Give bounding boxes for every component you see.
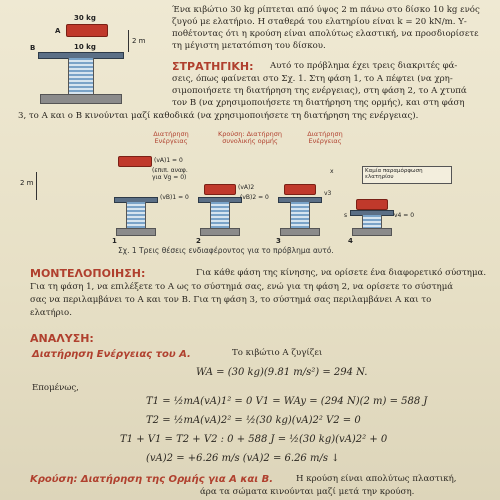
phase3-spring xyxy=(290,202,310,228)
phase2-vb2: (vB)2 = 0 xyxy=(240,194,269,201)
analysis-sub-1: Διατήρηση Ενέργειας του A. xyxy=(32,349,191,360)
phase4-box-a xyxy=(356,199,388,210)
analysis-heading: ΑΝΑΛΥΣΗ: xyxy=(30,332,94,345)
equation-t1: T1 = ½mA(vA)1² = 0 V1 = WAy = (294 N)(2 m) = 588 J xyxy=(146,396,428,407)
spring-note-box xyxy=(362,166,452,184)
strategy-line-1: Αυτό το πρόβλημα έχει τρεις διακριτές φά- xyxy=(270,61,458,71)
phase1-spring xyxy=(126,202,146,228)
phase3-base xyxy=(280,228,320,236)
caption-phase-2: Κρούση: Διατήρηση συνολικής ορμής xyxy=(217,130,283,146)
phase1-box-a xyxy=(118,156,152,167)
phase2-base xyxy=(200,228,240,236)
phase2-box-a xyxy=(204,184,236,195)
phase1-vb1: (vB)1 = 0 xyxy=(160,194,189,201)
scale-base xyxy=(40,94,122,104)
strategy-line-3: σιμοποιήσετε τη διατήρηση της ενέργειας), στη φάση 2, το A χτυπά xyxy=(172,86,467,96)
phase-number-4: 4 xyxy=(348,237,353,245)
strategy-line-4: τον B (να χρησιμοποιήσετε τη διατήρηση της ορμής), και στη φάση xyxy=(172,98,465,108)
intro-line-4: τη μέγιστη μετατόπιση του δίσκου. xyxy=(172,41,326,51)
phase4-spring xyxy=(362,215,382,228)
phase4-base xyxy=(352,228,392,236)
phase1-va1: (vA)1 = 0 xyxy=(154,157,183,164)
equation-result: (vA)2 = +6.26 m/s (vA)2 = 6.26 m/s ↓ xyxy=(146,453,340,464)
intro-line-2: ζυγού με ελατήριο. Η σταθερά του ελατηρίου είναι k = 20 kN/m. Υ- xyxy=(172,17,467,27)
box-b-letter: B xyxy=(30,44,36,52)
analysis-sub-2-text: Η κρούση είναι απολύτως πλαστική, xyxy=(296,474,457,484)
phase4-x-label: x xyxy=(330,168,334,175)
phase4-v4: v4 = 0 xyxy=(394,212,415,219)
spring-note: Καμία παραμόρφωση ελατηρίου xyxy=(365,168,423,181)
modeling-heading: ΜΟΝΤΕΛΟΠΟΙΗΣΗ: xyxy=(30,267,146,280)
analysis-sub-2-text-2: άρα τα σώματα κινούνται μαζί μετά την κρούση. xyxy=(200,487,415,497)
phase3-box-a xyxy=(284,184,316,195)
box-a xyxy=(66,24,108,37)
modeling-line-1: Για κάθε φάση της κίνησης, να ορίσετε ένα διαφορετικό σύστημα. xyxy=(196,268,487,278)
equation-t2: T2 = ½mA(vA)2² = ½(30 kg)(vA)2² V2 = 0 xyxy=(146,415,361,426)
analysis-sub-1-text: Το κιβώτιο A ζυγίζει xyxy=(232,348,323,358)
phase-number-3: 3 xyxy=(276,237,281,245)
intro-line-3: ποθέτοντας ότι η κρούση είναι απολύτως ελαστική, να προσδιορίσετε xyxy=(172,29,479,39)
phase3-v3: v3 xyxy=(324,190,332,197)
weight-equation: WA = (30 kg)(9.81 m/s²) = 294 N. xyxy=(196,367,368,378)
strategy-line-2: σεις, όπως φαίνεται στο Σχ. 1. Στη φάση 1, το A πέφτει (να χρη- xyxy=(172,74,453,84)
phase-number-1: 1 xyxy=(112,237,117,245)
height-dimension-line xyxy=(128,30,129,52)
phase2-va2: (vA)2 xyxy=(238,184,255,191)
intro-line-1: Ένα κιβώτιο 30 kg ρίπτεται από ύψος 2 m πάνω στο δίσκο 10 kg ενός xyxy=(172,5,480,15)
phase1-base xyxy=(116,228,156,236)
caption-phase-3: Διατήρηση Ενέργειας xyxy=(307,130,343,146)
scale-spring xyxy=(68,58,94,94)
figure-caption: Σχ. 1 Τρεις θέσεις ενδιαφέροντος για το πρόβλημα αυτό. xyxy=(118,246,334,255)
equation-conservation: T1 + V1 = T2 + V2 : 0 + 588 J = ½(30 kg)(vA)2² + 0 xyxy=(120,434,388,445)
mass-b-label: 10 kg xyxy=(74,43,96,51)
phase1-datum: (επιπ. αναφ. για Vg = 0) xyxy=(152,167,188,181)
caption-phase-1: Διατήρηση Ενέργειας xyxy=(153,130,189,146)
strategy-line-5: 3, το A και ο B κινούνται μαζί καθοδικά (να χρησιμοποιήσετε τη διατήρηση της ενέργειας). xyxy=(18,111,419,121)
modeling-line-2: Για τη φάση 1, να επιλέξετε το A ως το σύστημά σας, ενώ για τη φάση 2, να ορίσετε το σύστημά xyxy=(30,282,454,292)
modeling-line-4: ελατήριο. xyxy=(30,308,72,318)
box-a-letter: A xyxy=(55,27,61,35)
phase-number-2: 2 xyxy=(196,237,201,245)
analysis-sub-2: Κρούση: Διατήρηση της Ορμής για A και B. xyxy=(30,474,274,485)
phase1-height-label: 2 m xyxy=(20,179,34,187)
therefore-label: Επομένως, xyxy=(32,383,79,393)
phase1-height-line xyxy=(36,172,37,200)
phase4-s-label: s xyxy=(344,212,348,219)
height-label: 2 m xyxy=(132,37,146,45)
modeling-line-3: σας να περιλαμβάνει το A και τον B. Για τη φάση 3, το σύστημά σας περιλαμβάνει A και το xyxy=(30,295,432,305)
phase2-spring xyxy=(210,202,230,228)
mass-a-label: 30 kg xyxy=(74,14,96,22)
strategy-heading: ΣΤΡΑΤΗΓΙΚΗ: xyxy=(172,60,254,73)
